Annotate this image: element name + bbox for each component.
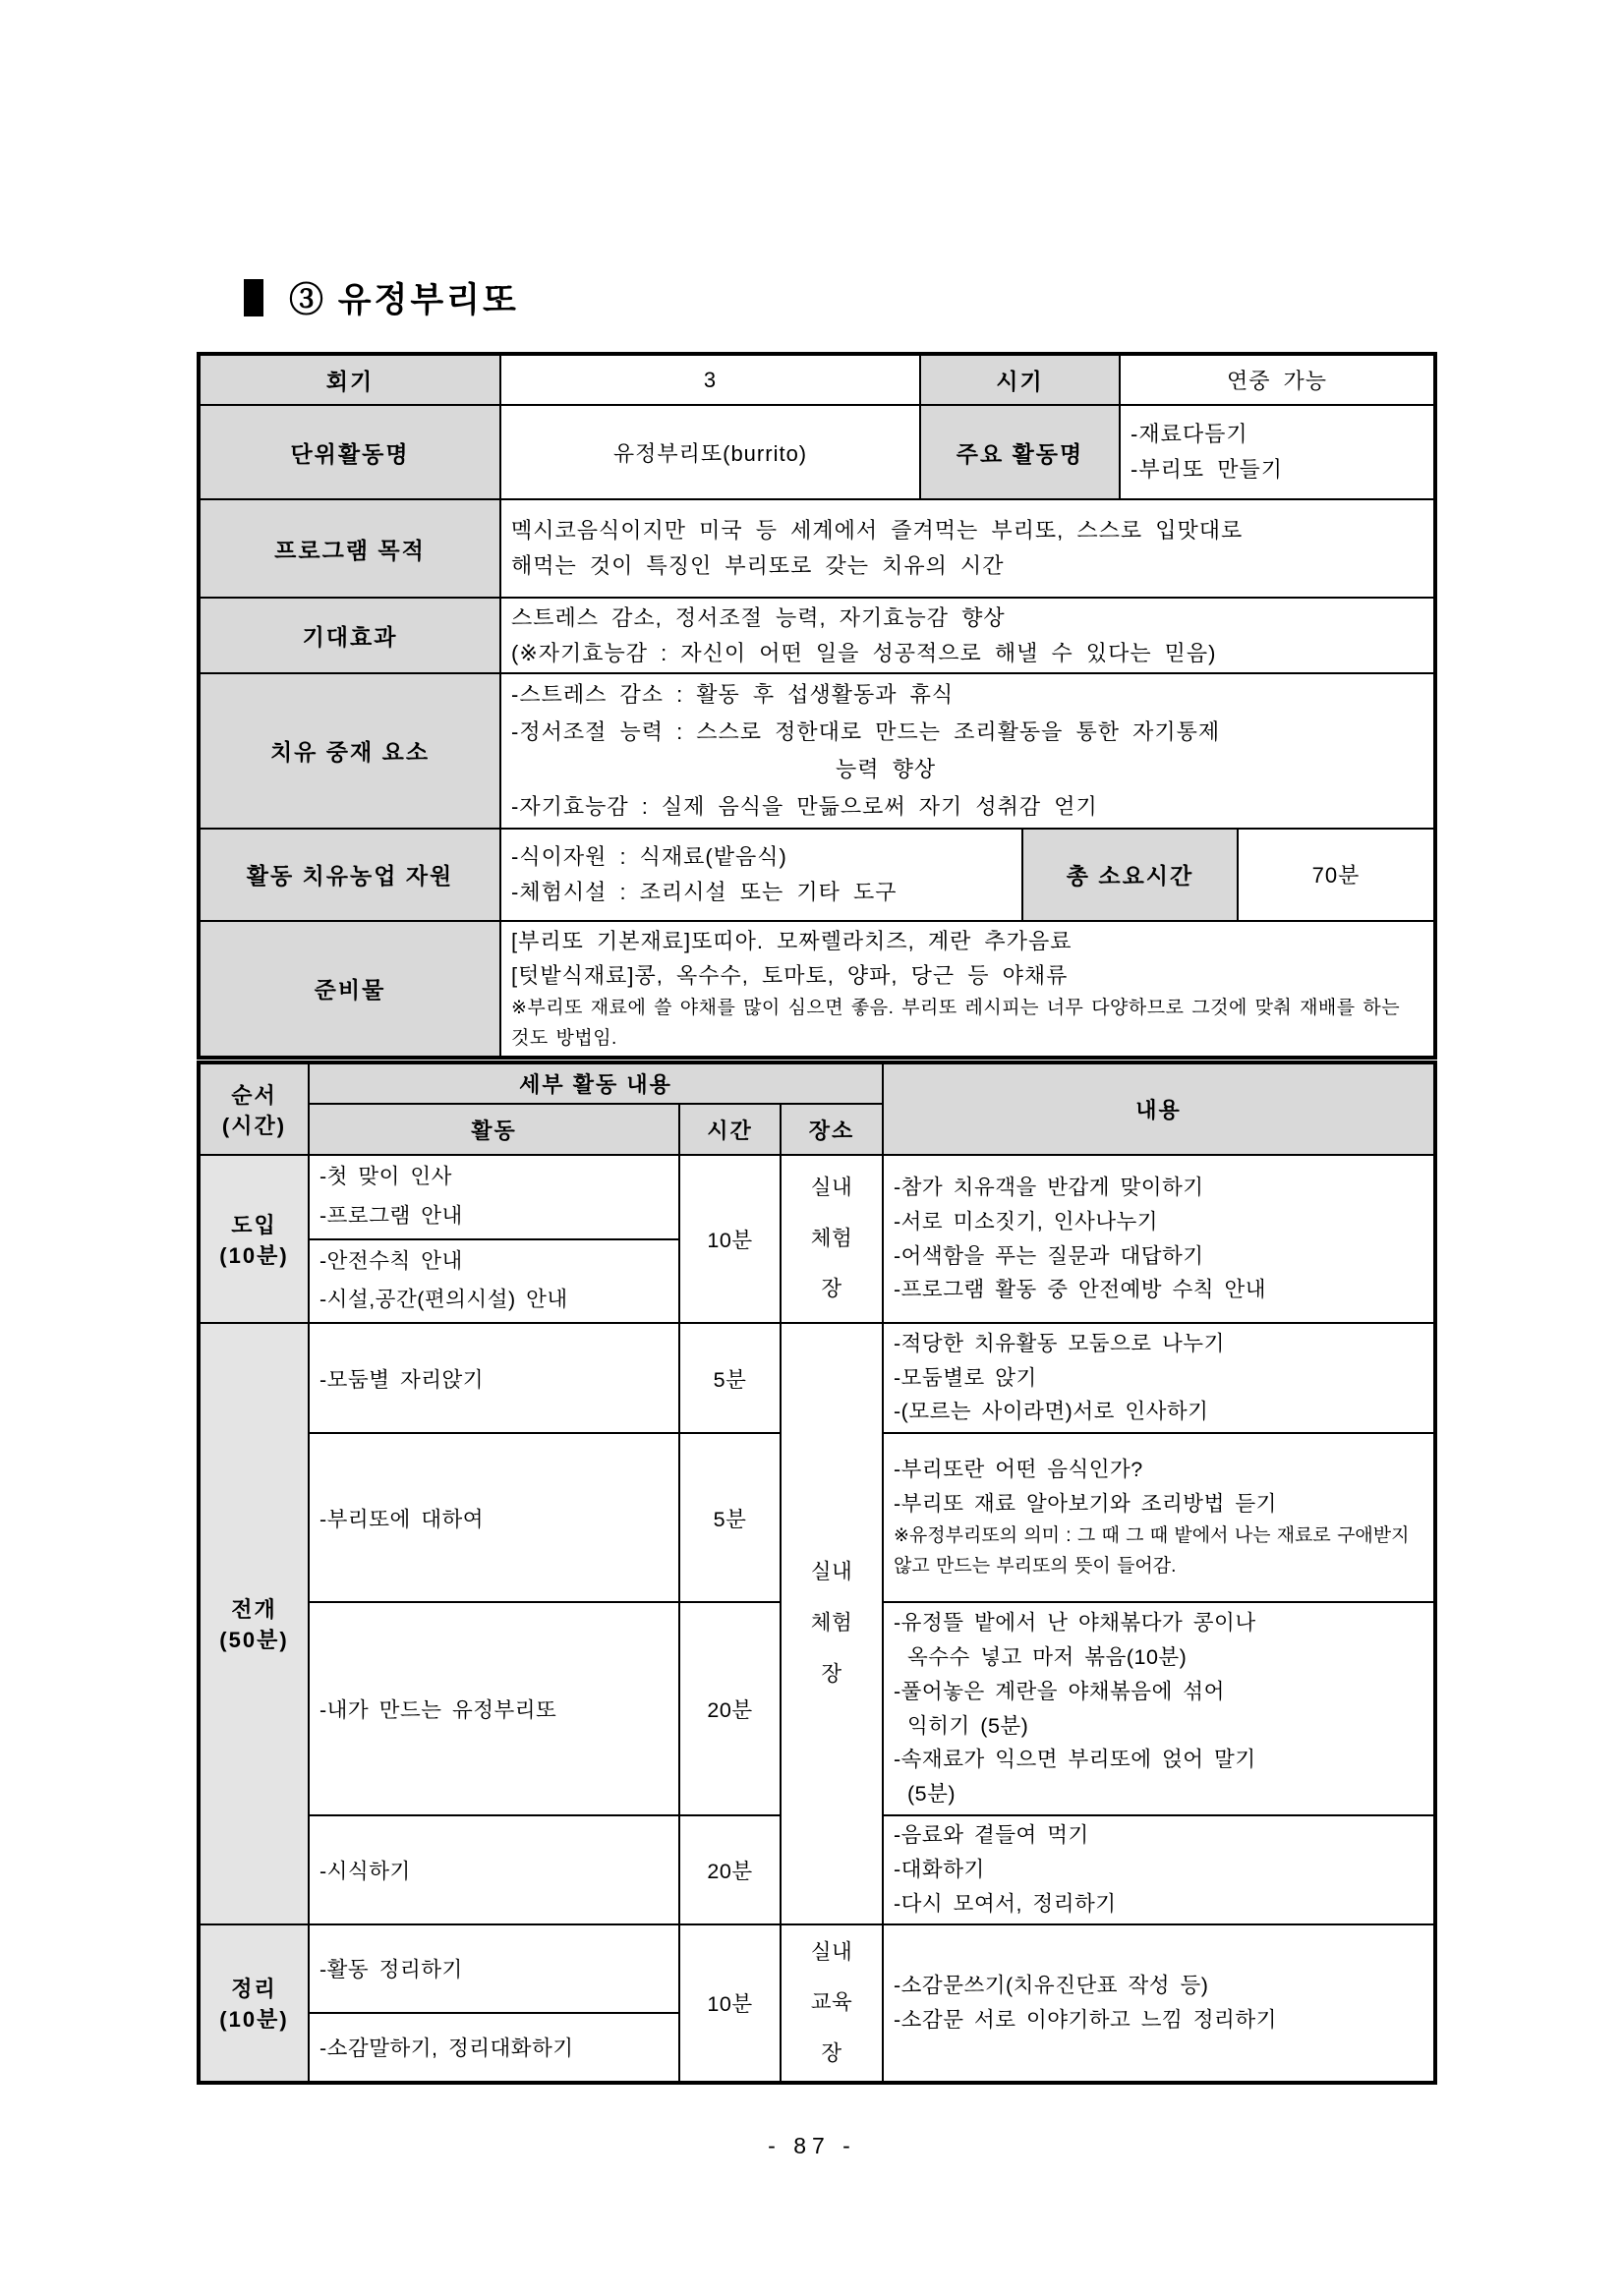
develop-activity-2: -부리또에 대하여 (309, 1433, 679, 1602)
main-activity-label: 주요 활동명 (920, 405, 1120, 499)
header-time: 시간 (679, 1104, 781, 1155)
title-bullet-icon (244, 279, 263, 316)
page-title-text: ③ 유정부리또 (289, 281, 519, 319)
header-order: 순서 (시간) (199, 1062, 309, 1155)
resource-value: -식이자원 : 식재료(밭음식) -체험시설 : 조리시설 또는 기타 도구 (500, 829, 1022, 921)
table-row (199, 499, 1435, 598)
develop-content-1: -적당한 치유활동 모둠으로 나누기 -모둠별로 앉기 -(모르는 사이라면)서로 인사하기 (883, 1323, 1435, 1433)
program-info-table (197, 352, 1437, 1060)
develop-activity-1: -모둠별 자리앉기 (309, 1323, 679, 1433)
develop-place: 실내 체험 장 (781, 1323, 883, 1923)
unit-activity-value: 유정부리또(burrito) (500, 405, 920, 499)
total-time-value: 70분 (1238, 829, 1435, 921)
table-header-row (199, 1062, 1435, 1104)
table-row (199, 405, 1435, 499)
develop-activity-3: -내가 만드는 유정부리또 (309, 1602, 679, 1815)
intro-row (199, 1155, 1435, 1239)
table-row (199, 354, 1435, 405)
expected-effect-value: 스트레스 감소, 정서조절 능력, 자기효능감 향상 (※자기효능감 : 자신이 어떤 일을 성공적으로 해낼 수 있다는 믿음) (500, 598, 1435, 673)
unit-activity-label: 단위활동명 (199, 405, 500, 499)
total-time-label: 총 소요시간 (1022, 829, 1238, 921)
develop-section-label: 전개 (50분) (199, 1323, 309, 1923)
wrapup-row (199, 1924, 1435, 2013)
develop-row (199, 1323, 1435, 1433)
period-label: 시기 (920, 354, 1120, 405)
schedule-table (197, 1061, 1437, 2085)
wrapup-activity-1: -활동 정리하기 (309, 1924, 679, 2013)
table-row (199, 829, 1435, 921)
materials-label: 준비물 (199, 921, 500, 1059)
wrapup-activity-2: -소감말하기, 정리대화하기 (309, 2013, 679, 2084)
session-label: 회기 (199, 354, 500, 405)
healing-factor-value: -스트레스 감소 : 활동 후 섭생활동과 휴식 -정서조절 능력 : 스스로 정한대로 만드는 조리활동을 통한 자기통제 능력 향상 -자기효능감 : 실제 음식을 만듦으로써 자기 성취감 얻기 (500, 673, 1435, 828)
header-detail: 세부 활동 내용 (309, 1062, 883, 1104)
wrapup-duration: 10분 (679, 1924, 781, 2084)
intro-activity-2: -안전수칙 안내 -시설,공간(편의시설) 안내 (309, 1239, 679, 1324)
develop-content-3: -유정뜰 밭에서 난 야채볶다가 콩이나 옥수수 넣고 마저 볶음(10분) -풀어놓은 계란을 야채볶음에 섞어 익히기 (5분) -속재료가 익으면 부리또에 얹어 말기 (5분) (883, 1602, 1435, 1815)
develop-duration-4: 20분 (679, 1815, 781, 1923)
wrapup-place: 실내 교육 장 (781, 1924, 883, 2084)
develop-content-4: -음료와 곁들여 먹기 -대화하기 -다시 모여서, 정리하기 (883, 1815, 1435, 1923)
intro-activity-1: -첫 맞이 인사 -프로그램 안내 (309, 1155, 679, 1239)
intro-content: -참가 치유객을 반갑게 맞이하기 -서로 미소짓기, 인사나누기 -어색함을 푸는 질문과 대답하기 -프로그램 활동 중 안전예방 수칙 안내 (883, 1155, 1435, 1323)
develop-content-2-note: ※유정부리또의 의미 : 그 때 그 때 밭에서 나는 재료로 구애받지 않고 만드는 부리또의 뜻이 들어감. (894, 1525, 1410, 1577)
intro-section-label: 도입 (10분) (199, 1155, 309, 1323)
materials-value: [부리또 기본재료]또띠아. 모짜렐라치즈, 계란 추가음료 [텃밭식재료]콩, 옥수수, 토마토, 양파, 당근 등 야채류 ※부리또 재료에 쓸 야채를 많이 심으면 좋음. 부리또 레시피는 너무 다양하므로 그것에 맞춰 재배를 하는 것도 방법임. (500, 921, 1435, 1059)
wrapup-section-label: 정리 (10분) (199, 1924, 309, 2084)
develop-duration-3: 20분 (679, 1602, 781, 1815)
wrapup-content: -소감문쓰기(치유진단표 작성 등) -소감문 서로 이야기하고 느낌 정리하기 (883, 1924, 1435, 2084)
header-content: 내용 (883, 1062, 1435, 1155)
materials-note: ※부리또 재료에 쓸 야채를 많이 심으면 좋음. 부리또 레시피는 너무 다양하므로 그것에 맞춰 재배를 하는 것도 방법임. (511, 997, 1401, 1049)
develop-duration-1: 5분 (679, 1323, 781, 1433)
table-row (199, 921, 1435, 1059)
purpose-value: 멕시코음식이지만 미국 등 세계에서 즐겨먹는 부리또, 스스로 입맛대로 해먹는 것이 특징인 부리또로 갖는 치유의 시간 (500, 499, 1435, 598)
resource-label: 활동 치유농업 자원 (199, 829, 500, 921)
header-activity: 활동 (309, 1104, 679, 1155)
main-activity-value: -재료다듬기 -부리또 만들기 (1120, 405, 1435, 499)
header-place: 장소 (781, 1104, 883, 1155)
intro-place: 실내 체험 장 (781, 1155, 883, 1323)
healing-factor-label: 치유 중재 요소 (199, 673, 500, 828)
session-value: 3 (500, 354, 920, 405)
period-value: 연중 가능 (1120, 354, 1435, 405)
page-title (244, 273, 519, 322)
develop-activity-4: -시식하기 (309, 1815, 679, 1923)
table-row (199, 598, 1435, 673)
intro-duration: 10분 (679, 1155, 781, 1323)
expected-effect-label: 기대효과 (199, 598, 500, 673)
table-row (199, 673, 1435, 828)
purpose-label: 프로그램 목적 (199, 499, 500, 598)
develop-content-2: -부리또란 어떤 음식인가? -부리또 재료 알아보기와 조리방법 듣기 ※유정부리또의 의미 : 그 때 그 때 밭에서 나는 재료로 구애받지 않고 만드는 부리또의 뜻이 들어감. (883, 1433, 1435, 1602)
develop-duration-2: 5분 (679, 1433, 781, 1602)
page-number: - 87 - (768, 2133, 856, 2158)
